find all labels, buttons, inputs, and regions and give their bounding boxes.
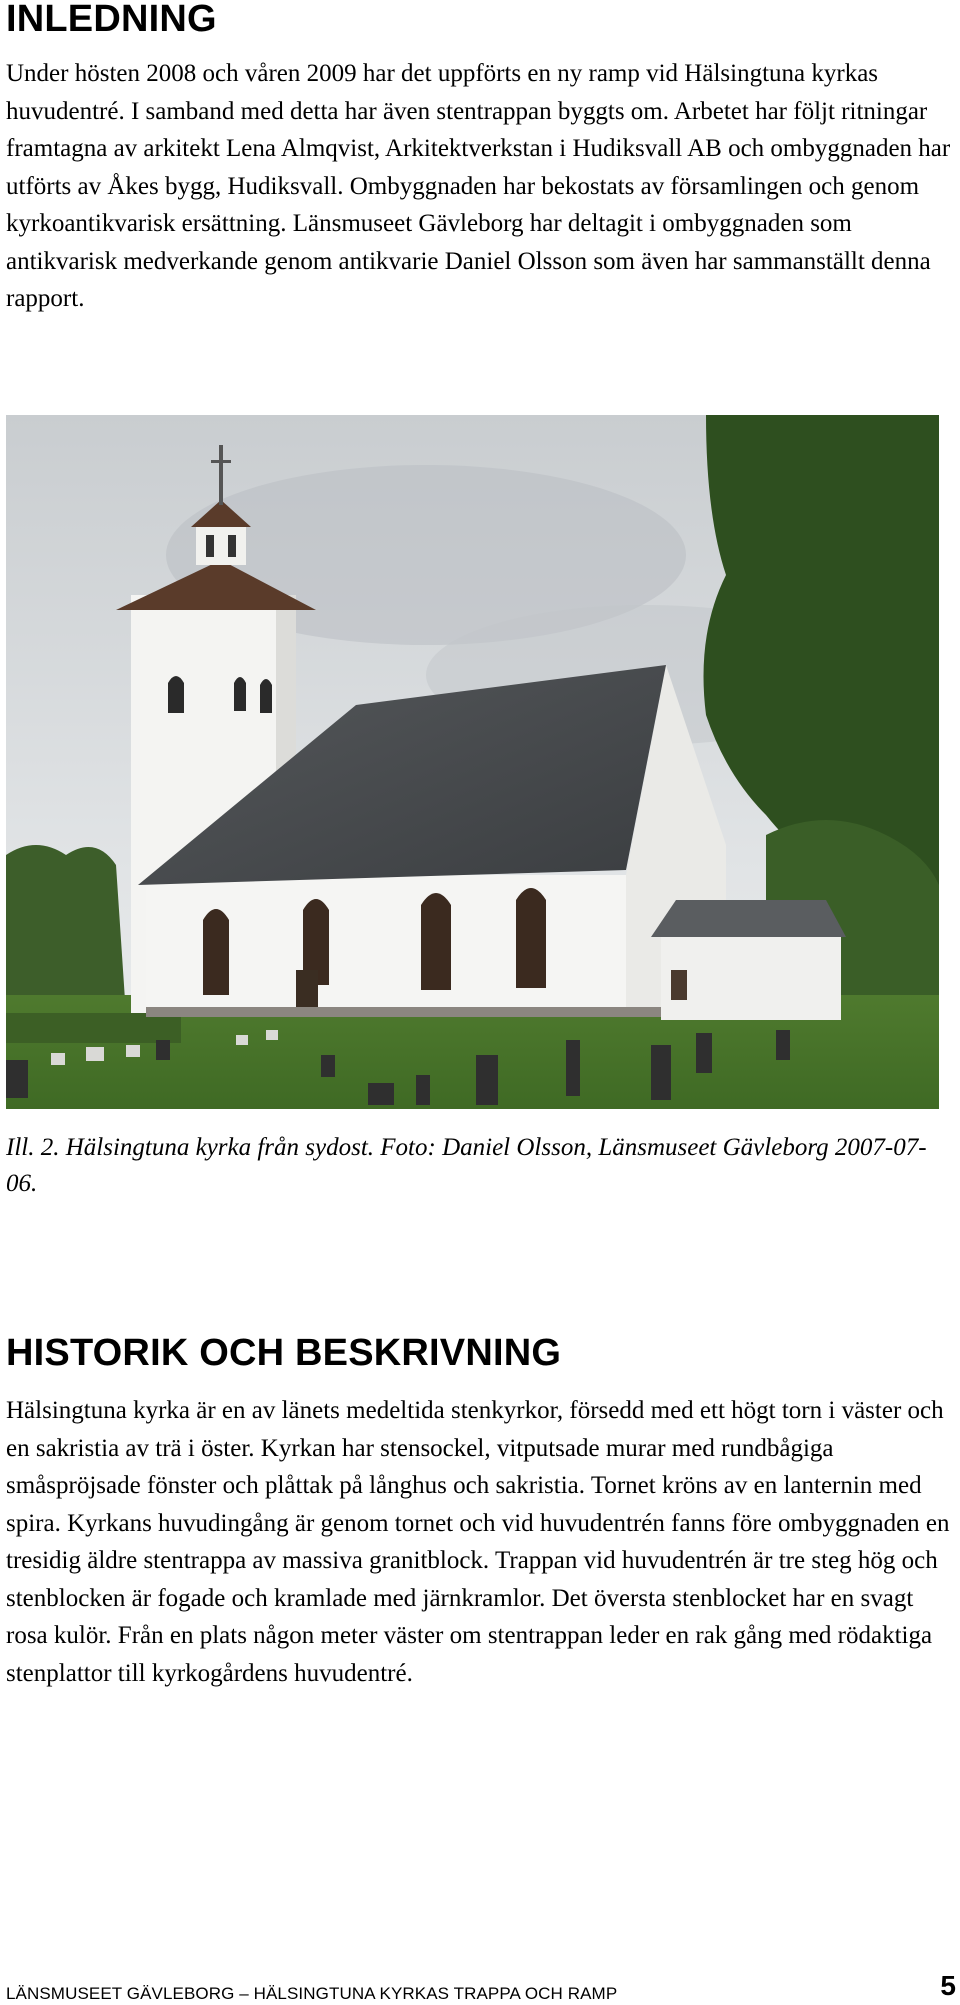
page-number: 5 bbox=[940, 1970, 956, 2001]
footer-text: LÄNSMUSEET GÄVLEBORG – HÄLSINGTUNA KYRKAS TRAPPA OCH RAMP bbox=[6, 1984, 618, 2003]
intro-paragraph: Under hösten 2008 och våren 2009 har det uppförts en ny ramp vid Hälsingtuna kyrkas huvudentré. I samband med detta har även stentrappan byggts om. Arbetet har följt ritningar framtagna av arkitekt Lena Almqvist, Arkitektverkstan i Hudiksvall AB och ombyggnaden har utförts av Åkes bygg, Hudiksvall. Ombyggnaden har bekostats av församlingen och genom kyrkoantikvarisk ersättning. Länsmuseet Gävleborg har deltagit i ombyggnaden som antikvarisk medverkande genom antikvarie Daniel Olsson som även har sammanställt denna rapport. bbox=[6, 60, 951, 312]
history-paragraph: Hälsingtuna kyrka är en av länets medeltida stenkyrkor, försedd med ett högt torn i väster och en sakristia av trä i öster. Kyrkan har stensockel, vitputsade murar med rundbågiga småspröjsade fönster och plåttak på långhus och sakristia. Tornet kröns av en lanternin med spira. Kyrkans huvudingång är genom tornet och vid huvudentrén fanns före ombyggnaden en tresidig äldre stentrappa av massiva granitblock. Trappan vid huvudentrén är tre steg hög och stenblocken är fogade och kramlade med järnkramlor. Det översta stenblocket har en svagt rosa kulör. Från en plats någon meter väster om stentrappan leder en rak gång med rödaktiga stenplattor till kyrkogårdens huvudentré. bbox=[6, 1397, 950, 1687]
church-photo bbox=[6, 415, 939, 1109]
section-heading-history: HISTORIK OCH BESKRIVNING bbox=[6, 1332, 562, 1374]
figure-caption: Ill. 2. Hälsingtuna kyrka från sydost. Foto: Daniel Olsson, Länsmuseet Gävleborg 2007-07-06. bbox=[6, 1134, 927, 1197]
section-heading-intro: INLEDNING bbox=[6, 0, 217, 40]
